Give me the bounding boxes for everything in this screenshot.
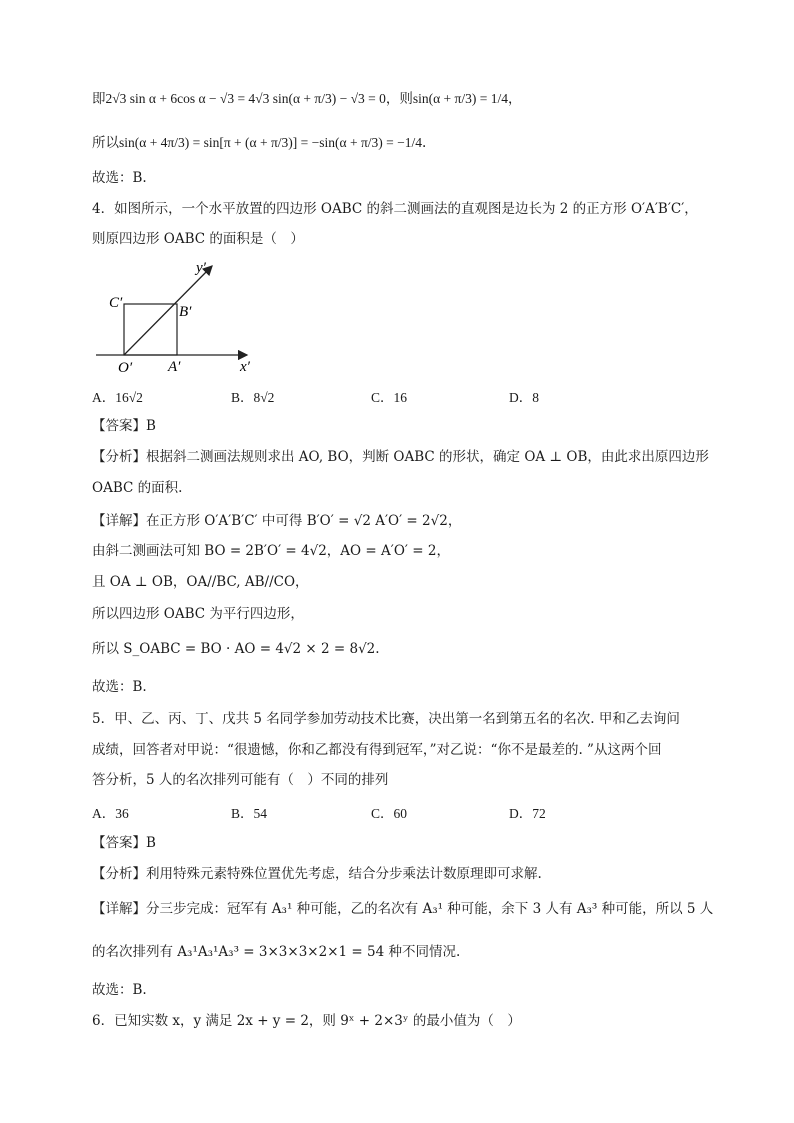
q4-option-b[interactable] — [231, 386, 274, 406]
detail-text: 分三步完成：冠军有 A₃¹ 种可能，乙的名次有 A₃¹ 种可能，余下 3 人有 A₃³ 种可能，所以 5 人 — [146, 901, 714, 917]
text-period: . — [422, 135, 427, 151]
q4-choose: 故选：B. — [92, 679, 147, 695]
q4-answer — [92, 416, 156, 436]
math-expression: 2√3 sin α + 6cos α − √3 = 4√3 sin(α + π/3) − √3 = 0 — [105, 91, 386, 106]
option-value: 8√2 — [253, 390, 275, 405]
analysis-text: 利用特殊元素特殊位置优先考虑，结合分步乘法计数原理即可求解. — [146, 866, 542, 882]
option-label: B． — [231, 390, 254, 405]
q5-stem-line-2: 成绩，回答者对甲说：“很遗憾，你和乙都没有得到冠军，”对乙说：“你不是最差的. ”从这两个回 — [92, 742, 662, 758]
q5-detail-line-1 — [92, 899, 713, 919]
detail-text: 在正方形 O′A′B′C′ 中可得 B′O′ = √2 A′O′ = 2√2， — [146, 513, 462, 529]
option-value: 54 — [253, 806, 268, 821]
option-value: 72 — [532, 806, 546, 821]
text-comma: ， — [507, 91, 522, 107]
oblique-projection-figure — [92, 258, 262, 378]
choose-answer-b: 故选：B. — [92, 170, 147, 186]
q4-detail-line-5: 所以 S_OABC = BO · AO = 4√2 × 2 = 8√2. — [92, 641, 380, 657]
answer-tag: 【答案】 — [92, 418, 146, 434]
q5-option-c[interactable] — [371, 802, 407, 822]
q4-detail-line-1 — [92, 511, 461, 531]
q4-option-d[interactable] — [509, 386, 539, 406]
text-then: ，则 — [385, 91, 413, 107]
q4-analysis-line-2: OABC 的面积. — [92, 480, 183, 496]
label-x: x′ — [240, 359, 250, 375]
q4-detail-line-2: 由斜二测画法可知 BO = 2B′O′ = 4√2，AO = A′O′ = 2， — [92, 543, 450, 559]
option-value: 16√2 — [115, 390, 143, 405]
solution-line-2 — [92, 133, 426, 153]
answer-tag: 【答案】 — [92, 835, 146, 851]
label-c: C′ — [109, 295, 123, 311]
q4-option-a[interactable] — [92, 386, 143, 406]
option-value: 16 — [393, 390, 408, 405]
q5-analysis — [92, 864, 542, 884]
option-label: D． — [509, 806, 533, 821]
option-value: 8 — [532, 390, 539, 405]
option-value: 60 — [393, 806, 408, 821]
option-label: C． — [371, 390, 394, 405]
q5-stem-line-3: 答分析，5 人的名次排列可能有（ ）不同的排列 — [92, 772, 389, 788]
solution-line-1 — [92, 89, 521, 109]
q4-option-c[interactable] — [371, 386, 407, 406]
option-label: B． — [231, 806, 254, 821]
q5-choose: 故选：B. — [92, 982, 147, 998]
q4-stem-line-1: 4．如图所示，一个水平放置的四边形 OABC 的斜二测画法的直观图是边长为 2 的正方形 O′A′B′C′， — [92, 201, 698, 217]
label-a: A′ — [168, 359, 181, 375]
math-result: sin(α + π/3) = 1/4 — [412, 91, 508, 106]
answer-value: B — [146, 835, 156, 851]
detail-tag: 【详解】 — [92, 901, 146, 917]
q6-stem-line-1: 6．已知实数 x，y 满足 2x + y = 2，则 9ˣ + 2×3ʸ 的最小值为（ ） — [92, 1013, 521, 1029]
q5-option-a[interactable] — [92, 802, 129, 822]
analysis-tag: 【分析】 — [92, 866, 146, 882]
option-label: C． — [371, 806, 394, 821]
option-label: A． — [92, 806, 116, 821]
q5-option-d[interactable] — [509, 802, 546, 822]
q5-detail-line-2: 的名次排列有 A₃¹A₃¹A₃³ = 3×3×3×2×1 = 54 种不同情况. — [92, 944, 461, 960]
analysis-text: 根据斜二测画法规则求出 AO, BO，判断 OABC 的形状，确定 OA ⊥ OB，由此求出原四边形 — [146, 449, 709, 465]
q5-option-b[interactable] — [231, 802, 267, 822]
label-o: O′ — [118, 360, 133, 376]
q4-detail-line-3: 且 OA ⊥ OB，OA//BC, AB//CO， — [92, 574, 309, 590]
y-axis — [124, 266, 212, 355]
math-expression: sin(α + 4π/3) = sin[π + (α + π/3)] = −sin(α + π/3) = −1/4 — [119, 135, 422, 150]
option-label: D． — [509, 390, 533, 405]
answer-value: B — [146, 418, 156, 434]
q5-answer — [92, 833, 156, 853]
label-b: B′ — [179, 304, 192, 320]
label-y: y′ — [196, 260, 206, 276]
q4-detail-line-4: 所以四边形 OABC 为平行四边形， — [92, 606, 304, 622]
q5-stem-line-1: 5．甲、乙、丙、丁、戊共 5 名同学参加劳动技术比赛，决出第一名到第五名的名次. 甲和乙去询问 — [92, 711, 680, 727]
q4-analysis-line-1 — [92, 447, 709, 467]
analysis-tag: 【分析】 — [92, 449, 146, 465]
text-prefix: 所以 — [92, 135, 119, 151]
text-prefix: 即 — [92, 91, 106, 107]
option-value: 36 — [115, 806, 129, 821]
q4-stem-line-2: 则原四边形 OABC 的面积是（ ） — [92, 231, 304, 247]
detail-tag: 【详解】 — [92, 513, 146, 529]
option-label: A． — [92, 390, 116, 405]
